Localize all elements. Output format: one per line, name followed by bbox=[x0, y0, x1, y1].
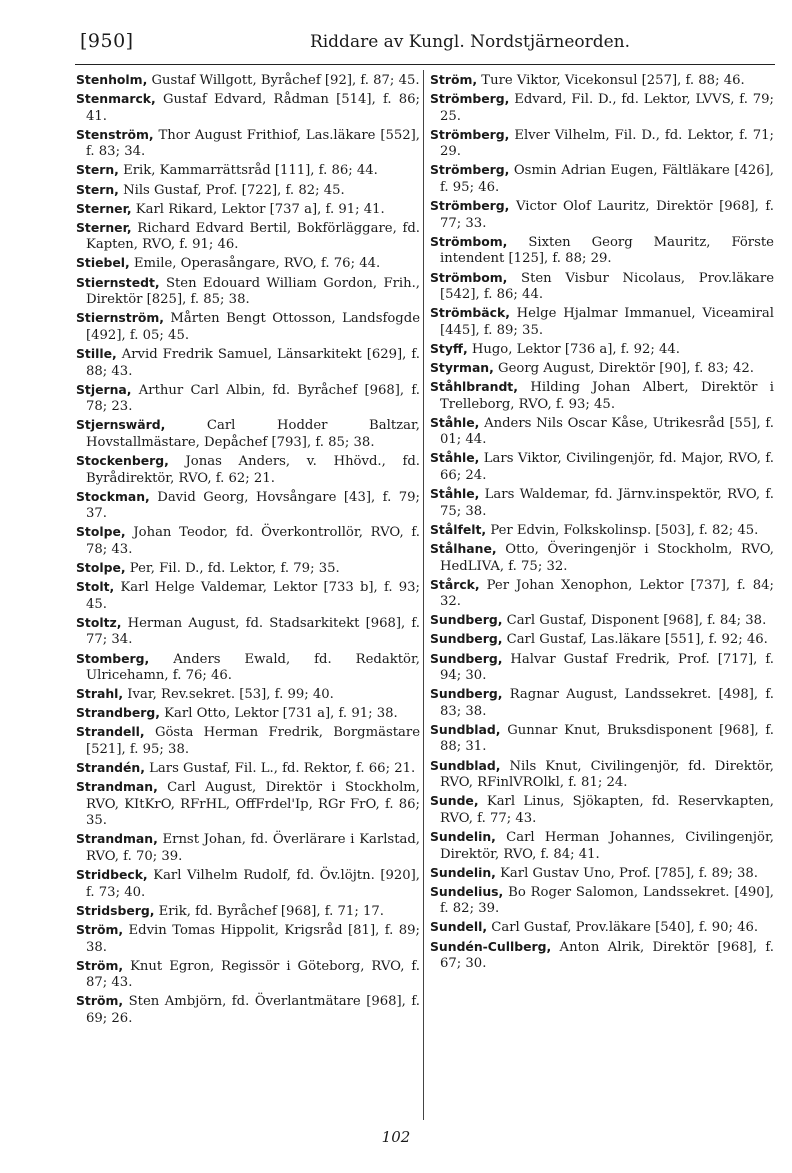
entry-surname: Stomberg, bbox=[76, 650, 150, 666]
register-entry bbox=[76, 72, 420, 90]
register-entry bbox=[76, 310, 420, 344]
entry-details: Emile, Operasångare, RVO, f. 76; 44. bbox=[129, 256, 381, 272]
entry-details: Edvin Tomas Hippolit, Krigsråd [81], f. 89; 38. bbox=[86, 922, 420, 955]
register-entry bbox=[430, 198, 774, 232]
entry-surname: Strandberg, bbox=[76, 705, 160, 721]
entry-surname: Stille, bbox=[76, 345, 117, 361]
register-entry bbox=[76, 779, 420, 830]
entry-surname: Stenmarck, bbox=[76, 91, 156, 107]
register-entry bbox=[430, 651, 774, 685]
entry-surname: Stockenberg, bbox=[76, 452, 169, 468]
entry-surname: Stålfelt, bbox=[430, 521, 487, 537]
entry-surname: Strömberg, bbox=[430, 162, 510, 178]
running-head-title: Riddare av Kungl. Nordstjärneorden. bbox=[309, 32, 631, 52]
entry-surname: Sundell, bbox=[430, 919, 488, 935]
entry-details: Per Johan Xenophon, Lektor [737], f. 84; 32. bbox=[440, 577, 774, 610]
register-entry bbox=[76, 127, 420, 161]
register-entry bbox=[76, 579, 420, 613]
entry-surname: Sterner, bbox=[76, 219, 132, 235]
entry-surname: Ståhle, bbox=[430, 414, 480, 430]
entry-details: Elver Vilhelm, Fil. D., fd. Lektor, f. 71; 29. bbox=[440, 127, 774, 160]
entry-details: Otto, Överingenjör i Stockholm, RVO, HedLIVA, f. 75; 32. bbox=[440, 541, 774, 574]
header-rule bbox=[75, 64, 775, 65]
entry-details: Erik, Kammarrättsråd [111], f. 86; 44. bbox=[118, 163, 378, 179]
entry-surname: Strandman, bbox=[76, 779, 158, 795]
entry-details: Karl Helge Valdemar, Lektor [733 b], f. 93; 45. bbox=[86, 580, 420, 612]
register-entry bbox=[76, 275, 420, 309]
entry-surname: Stolpe, bbox=[76, 524, 126, 540]
entry-surname: Ström, bbox=[430, 72, 478, 87]
entry-details: Karl Linus, Sjökapten, fd. Reservkapten, RVO, f. 77; 43. bbox=[440, 794, 774, 826]
entry-details: Ivar, Rev.sekret. [53], f. 99; 40. bbox=[123, 687, 334, 703]
entry-surname: Sterner, bbox=[76, 200, 132, 216]
entry-details: Karl Rikard, Lektor [737 a], f. 91; 41. bbox=[131, 201, 385, 217]
register-entry bbox=[430, 612, 774, 630]
entry-surname: Strahl, bbox=[76, 686, 124, 702]
header-page-number: [950] bbox=[80, 30, 134, 52]
entry-details: Karl Gustav Uno, Prof. [785], f. 89; 38. bbox=[495, 865, 758, 881]
entry-details: Carl Gustaf, Disponent [968], f. 84; 38. bbox=[502, 613, 767, 629]
register-entry bbox=[76, 91, 420, 125]
entry-surname: Ståhlbrandt, bbox=[430, 379, 518, 395]
entry-surname: Sundén-Cullberg, bbox=[430, 938, 552, 954]
entry-surname: Strömbäck, bbox=[430, 305, 510, 321]
register-entry bbox=[430, 884, 774, 918]
entry-details: Lars Viktor, Civilingenjör, fd. Major, RVO, f. 66; 24. bbox=[440, 451, 774, 484]
entry-details: Victor Olof Lauritz, Direktör [968], f. 77; 33. bbox=[440, 199, 774, 231]
register-entry bbox=[76, 651, 420, 685]
register-entry bbox=[430, 522, 774, 540]
entry-details: Carl August, Direktör i Stockholm, RVO, KItKrO, RFrHL, OffFrdel'Ip, RGr FrO, f. 86; 35. bbox=[86, 780, 420, 829]
entry-details: Sten Edouard William Gordon, Frih., Direktör [825], f. 85; 38. bbox=[86, 275, 420, 308]
register-entry bbox=[430, 865, 774, 883]
entry-details: Lars Waldemar, fd. Järnv.inspektör, RVO, f. 75; 38. bbox=[440, 487, 774, 519]
register-entry bbox=[76, 615, 420, 649]
entry-surname: Stiernström, bbox=[76, 310, 164, 326]
entry-surname: Ström, bbox=[76, 993, 124, 1009]
register-entry bbox=[430, 415, 774, 449]
register-entry bbox=[430, 234, 774, 268]
entry-surname: Strömbom, bbox=[430, 269, 508, 285]
register-entry bbox=[76, 560, 420, 578]
entry-details: Halvar Gustaf Fredrik, Prof. [717], f. 94; 30. bbox=[440, 651, 774, 684]
entry-surname: Sunde, bbox=[430, 793, 479, 809]
register-entry bbox=[430, 450, 774, 484]
entry-details: Sten Visbur Nicolaus, Prov.läkare [542], f. 86; 44. bbox=[440, 270, 774, 303]
register-entry bbox=[430, 91, 774, 125]
entry-surname: Strömberg, bbox=[430, 91, 510, 107]
register-entry bbox=[430, 686, 774, 720]
register-entry bbox=[76, 958, 420, 992]
entry-details: Edvard, Fil. D., fd. Lektor, LVVS, f. 79; 25. bbox=[440, 92, 774, 124]
entry-details: Gunnar Knut, Bruksdisponent [968], f. 88; 31. bbox=[440, 722, 774, 755]
register-entry bbox=[430, 919, 774, 937]
entry-details: Gösta Herman Fredrik, Borgmästare [521], f. 95; 38. bbox=[86, 725, 420, 757]
entry-details: Ragnar August, Landssekret. [498], f. 83; 38. bbox=[440, 687, 774, 719]
entry-details: Osmin Adrian Eugen, Fältläkare [426], f. 95; 46. bbox=[440, 163, 774, 196]
entry-surname: Sundblad, bbox=[430, 721, 501, 737]
entry-surname: Stenström, bbox=[76, 126, 154, 142]
entry-details: Hugo, Lektor [736 a], f. 92; 44. bbox=[467, 341, 680, 357]
entry-surname: Stenholm, bbox=[76, 72, 148, 87]
entry-details: Knut Egron, Regissör i Göteborg, RVO, f. 87; 43. bbox=[86, 958, 420, 991]
register-entry bbox=[430, 793, 774, 827]
entry-surname: Sundblad, bbox=[430, 757, 501, 773]
entry-details: Georg August, Direktör [90], f. 83; 42. bbox=[493, 361, 754, 376]
page-header bbox=[40, 30, 770, 60]
register-entry bbox=[430, 541, 774, 575]
entry-surname: Strandén, bbox=[76, 760, 145, 776]
entry-details: Bo Roger Salomon, Landssekret. [490], f. 82; 39. bbox=[440, 884, 774, 917]
entry-details: Jonas Anders, v. Hhövd., fd. Byrådirektör, RVO, f. 62; 21. bbox=[86, 453, 420, 486]
register-entry bbox=[76, 255, 420, 273]
register-entry bbox=[430, 162, 774, 196]
entry-details: Carl Herman Johannes, Civilingenjör, Direktör, RVO, f. 84; 41. bbox=[440, 829, 774, 862]
register-entry bbox=[76, 686, 420, 704]
entry-details: Herman August, fd. Stadsarkitekt [968], f. 77; 34. bbox=[86, 615, 420, 648]
register-entry bbox=[430, 72, 774, 90]
register-entry bbox=[430, 758, 774, 792]
entry-surname: Stridbeck, bbox=[76, 867, 148, 883]
entry-surname: Strömberg, bbox=[430, 126, 510, 142]
entry-surname: Sundberg, bbox=[430, 650, 503, 666]
register-entry bbox=[76, 489, 420, 523]
entry-surname: Ström, bbox=[76, 921, 124, 937]
entry-surname: Ståhle, bbox=[430, 450, 480, 466]
entry-surname: Stolpe, bbox=[76, 560, 126, 576]
entry-surname: Sundelin, bbox=[430, 864, 496, 880]
entry-details: Sixten Georg Mauritz, Förste intendent [125], f. 88; 29. bbox=[440, 234, 774, 267]
entry-details: Carl Hodder Baltzar, Hovstallmästare, Depåchef [793], f. 85; 38. bbox=[86, 418, 420, 450]
register-entry bbox=[76, 724, 420, 758]
register-entry bbox=[430, 305, 774, 339]
register-entry bbox=[76, 417, 420, 451]
entry-details: Ture Viktor, Vicekonsul [257], f. 88; 46. bbox=[477, 73, 745, 88]
entry-surname: Sundberg, bbox=[430, 631, 503, 647]
entry-details: Gustaf Edvard, Rådman [514], f. 86; 41. bbox=[86, 92, 420, 124]
register-entry bbox=[76, 346, 420, 380]
entry-surname: Stjerna, bbox=[76, 381, 132, 397]
register-entry bbox=[76, 760, 420, 778]
entry-details: Arvid Fredrik Samuel, Länsarkitekt [629], f. 88; 43. bbox=[86, 346, 420, 379]
entry-surname: Stockman, bbox=[76, 488, 150, 504]
left-column bbox=[76, 72, 420, 1029]
entry-details: Hilding Johan Albert, Direktör i Trelleborg, RVO, f. 93; 45. bbox=[440, 380, 774, 412]
entry-surname: Stern, bbox=[76, 162, 119, 178]
column-divider bbox=[423, 70, 424, 1120]
register-entry bbox=[76, 867, 420, 901]
entry-details: David Georg, Hovsångare [43], f. 79; 37. bbox=[86, 489, 420, 522]
entry-details: Richard Edvard Bertil, Bokförläggare, fd. Kapten, RVO, f. 91; 46. bbox=[86, 220, 420, 253]
register-entry bbox=[430, 341, 774, 359]
entry-details: Anton Alrik, Direktör [968], f. 67; 30. bbox=[440, 939, 774, 972]
entry-details: Carl Gustaf, Las.läkare [551], f. 92; 46. bbox=[502, 632, 768, 648]
entry-details: Helge Hjalmar Immanuel, Viceamiral [445], f. 89; 35. bbox=[440, 306, 774, 338]
register-entry bbox=[76, 831, 420, 865]
entry-surname: Stiernstedt, bbox=[76, 274, 160, 290]
entry-surname: Stern, bbox=[76, 181, 119, 197]
entry-surname: Strömberg, bbox=[430, 198, 510, 214]
register-entry bbox=[430, 486, 774, 520]
entry-details: Ernst Johan, fd. Överlärare i Karlstad, RVO, f. 70; 39. bbox=[86, 832, 420, 865]
footer-page-number: 102 bbox=[381, 1128, 411, 1146]
entry-surname: Sundelin, bbox=[430, 828, 496, 844]
entry-surname: Stridsberg, bbox=[76, 902, 155, 918]
register-entry bbox=[76, 182, 420, 200]
entry-details: Sten Ambjörn, fd. Överlantmätare [968], f. 69; 26. bbox=[86, 994, 420, 1026]
entry-details: Thor August Frithiof, Las.läkare [552], f. 83; 34. bbox=[86, 127, 420, 160]
register-entry bbox=[430, 829, 774, 863]
right-column bbox=[430, 72, 774, 974]
register-entry bbox=[430, 127, 774, 161]
entry-details: Nils Knut, Civilingenjör, fd. Direktör, RVO, RFinlVROlkl, f. 81; 24. bbox=[440, 758, 774, 791]
entry-surname: Strandell, bbox=[76, 724, 145, 740]
register-entry bbox=[430, 270, 774, 304]
entry-surname: Ström, bbox=[76, 957, 124, 973]
register-entry bbox=[430, 722, 774, 756]
entry-surname: Stolt, bbox=[76, 579, 115, 595]
register-entry bbox=[430, 577, 774, 611]
register-entry bbox=[76, 201, 420, 219]
register-entry bbox=[430, 360, 774, 378]
entry-surname: Stårck, bbox=[430, 576, 480, 592]
entry-surname: Strömbom, bbox=[430, 233, 508, 249]
entry-details: Nils Gustaf, Prof. [722], f. 82; 45. bbox=[118, 182, 345, 198]
register-entry bbox=[76, 162, 420, 180]
entry-surname: Stjernswärd, bbox=[76, 417, 166, 433]
register-entry bbox=[76, 903, 420, 921]
register-entry bbox=[76, 524, 420, 558]
entry-details: Arthur Carl Albin, fd. Byråchef [968], f. 78; 23. bbox=[86, 382, 420, 415]
register-entry bbox=[76, 993, 420, 1027]
register-entry bbox=[430, 631, 774, 649]
entry-surname: Sundberg, bbox=[430, 612, 503, 628]
entry-details: Mårten Bengt Ottosson, Landsfogde [492], f. 05; 45. bbox=[86, 311, 420, 343]
register-entry bbox=[76, 922, 420, 956]
entry-details: Per, Fil. D., fd. Lektor, f. 79; 35. bbox=[125, 561, 340, 577]
register-entry bbox=[430, 939, 774, 973]
entry-details: Anders Ewald, fd. Redaktör, Ulricehamn, f. 76; 46. bbox=[86, 651, 420, 684]
entry-surname: Ståhle, bbox=[430, 486, 480, 502]
entry-details: Per Edvin, Folkskolinsp. [503], f. 82; 45. bbox=[486, 522, 759, 538]
entry-details: Johan Teodor, fd. Överkontrollör, RVO, f. 78; 43. bbox=[86, 525, 420, 557]
register-entry bbox=[76, 220, 420, 254]
entry-surname: Stoltz, bbox=[76, 614, 122, 630]
register-entry bbox=[76, 382, 420, 416]
entry-surname: Sundelius, bbox=[430, 883, 504, 899]
register-entry bbox=[76, 453, 420, 487]
entry-surname: Styff, bbox=[430, 340, 468, 356]
entry-surname: Stålhane, bbox=[430, 540, 497, 556]
entry-details: Erik, fd. Byråchef [968], f. 71; 17. bbox=[154, 903, 384, 919]
entry-details: Lars Gustaf, Fil. L., fd. Rektor, f. 66; 21. bbox=[144, 761, 416, 777]
entry-details: Karl Vilhelm Rudolf, fd. Öv.löjtn. [920], f. 73; 40. bbox=[86, 868, 420, 900]
entry-details: Anders Nils Oscar Kåse, Utrikesråd [55], f. 01; 44. bbox=[440, 415, 774, 448]
entry-surname: Styrman, bbox=[430, 360, 494, 375]
entry-details: Karl Otto, Lektor [731 a], f. 91; 38. bbox=[159, 706, 398, 722]
entry-surname: Stiebel, bbox=[76, 255, 130, 271]
register-entry bbox=[430, 379, 774, 413]
entry-details: Gustaf Willgott, Byråchef [92], f. 87; 45. bbox=[147, 73, 420, 88]
register-entry bbox=[76, 705, 420, 723]
entry-surname: Strandman, bbox=[76, 831, 158, 847]
entry-surname: Sundberg, bbox=[430, 686, 503, 702]
entry-details: Carl Gustaf, Prov.läkare [540], f. 90; 46. bbox=[487, 920, 759, 936]
